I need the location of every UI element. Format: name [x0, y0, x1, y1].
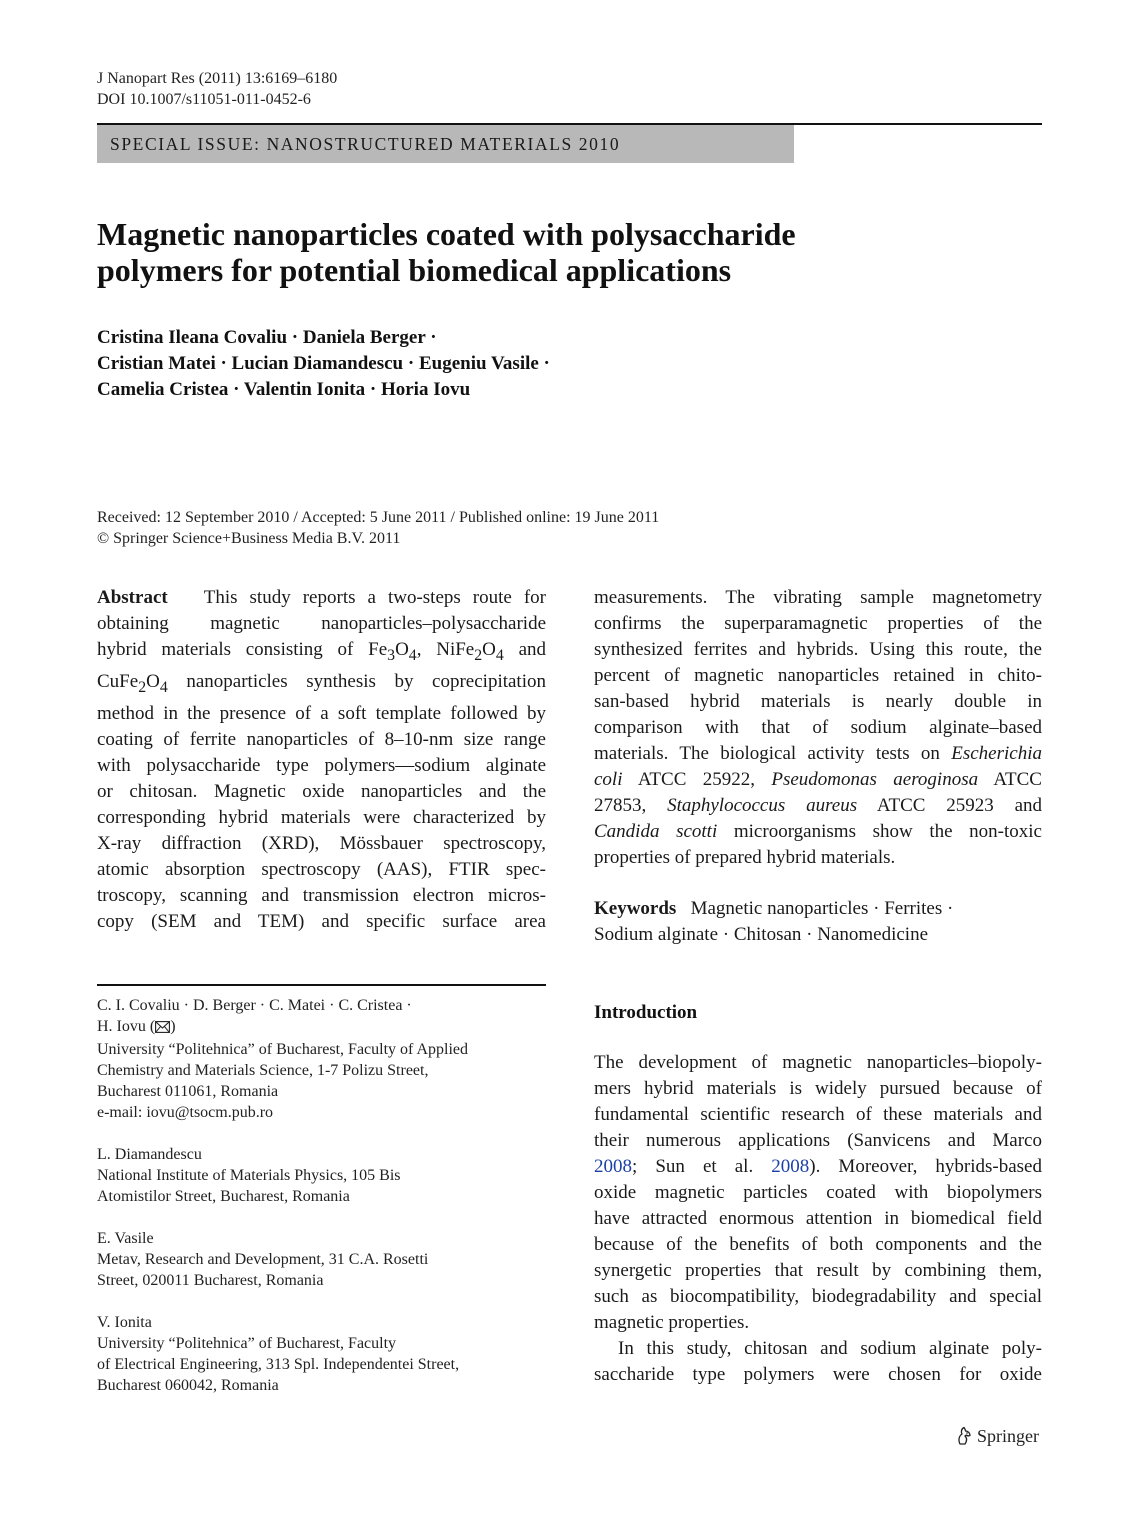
author-list: Cristina Ileana Covaliu · Daniela Berger · Cristian Matei · Lucian Diamandescu · Eugeniu Vasile · Camelia Cristea · Valentin Ionita · Horia Iovu — [97, 327, 550, 400]
affiliation-block: E. Vasile Metav, Research and Development, 31 C.A. Rosetti Street, 020011 Bucharest, Romania — [97, 1230, 429, 1289]
keywords-label: Keywords — [594, 898, 677, 919]
publication-history — [97, 507, 659, 549]
doi-line: DOI 10.1007/s11051-011-0452-6 — [97, 91, 311, 108]
springer-horse-icon — [955, 1426, 977, 1446]
introduction-heading: Introduction — [594, 1002, 698, 1023]
keywords: Keywords Magnetic nanoparticles · Ferrites · Sodium alginate · Chitosan · Nanomedicine — [594, 898, 954, 945]
abstract-label: Abstract — [97, 587, 168, 608]
affiliation-block: C. I. Covaliu · D. Berger · C. Matei · C. Cristea · H. Iovu ( ) University “Politehnica” of Bucharest, Faculty of Applied Chemistry and Materials Science, 1-7 Polizu Street, Bucharest 011061, Romania e-mail: iovu@tsocm.pub.ro — [97, 995, 546, 1123]
affiliations — [97, 995, 546, 1417]
contact-email[interactable]: e-mail: iovu@tsocm.pub.ro — [97, 1104, 274, 1121]
history-line: Received: 12 September 2010 / Accepted: 5 June 2011 / Published online: 19 June 2011 — [97, 509, 660, 526]
publisher-name: Springer — [977, 1426, 1039, 1446]
journal-line: J Nanopart Res (2011) 13:6169–6180 — [97, 70, 338, 87]
copyright-line: © Springer Science+Business Media B.V. 2011 — [97, 530, 401, 547]
abstract-left-column: Abstract This study reports a two-steps route for obtaining magnetic nanoparticles–polysaccharide hybrid materials consisting of $Fe_3O_4$, $NiFe_2O_4$ and $CuFe_2O_4$ nanoparticles synthesis by coprecipitation method in the presence of a soft template followed by coating of ferrite nanoparticles of 8–10-nm size range with polysaccharide type polymers—sodium alginate or chitosan. Magnetic oxide nanoparticles and the corresponding hybrid materials were characterized by X-ray diffraction (XRD), Mössbauer spectroscopy, atomic absorption spectroscopy (AAS), FTIR spec- troscopy, scanning and transmission electron micros- copy (SEM and TEM) and specific surface area — [97, 587, 546, 932]
affiliation-block: V. Ionita University “Politehnica” of Bucharest, Faculty of Electrical Engineering, 313 Spl. Independentei Street, Bucharest 060042, Romania — [97, 1314, 460, 1394]
citation-link[interactable]: 2008 — [771, 1156, 810, 1177]
envelope-icon — [155, 1018, 170, 1039]
affiliation-block: L. Diamandescu National Institute of Materials Physics, 105 Bis Atomistilor Street, Bucharest, Romania — [97, 1146, 401, 1205]
abstract-right-column: measurements. The vibrating sample magnetometry confirms the superparamagnetic properties of the synthesized ferrites and hybrids. Using this route, the percent of magnetic nanoparticles retained in chito- san-based hybrid materials is nearly double in comparison with that of sodium alginate–based materials. The biological activity tests on Escherichia coli ATCC 25922, Pseudomonas aeroginosa ATCC 27853, Staphylococcus aureus ATCC 25923 and Candida scotti microorganisms show the non-toxic properties of prepared hybrid materials. — [594, 587, 1043, 868]
publisher-logo — [955, 1424, 1039, 1448]
journal-citation — [97, 68, 337, 110]
footnote-rule — [97, 984, 546, 986]
citation-link[interactable]: 2008 — [594, 1156, 632, 1177]
introduction-body: The development of magnetic nanoparticles–biopoly- mers hybrid materials is widely pursued because of fundamental scientific research of these materials and their numerous applications (Sanvicens and Marco 2008; Sun et al. 2008). Moreover, hybrids-based oxide magnetic particles coated with biopolymers have attracted enormous attention in biomedical field because of the benefits of both components and the synergetic properties that result by combining them, such as biocompatibility, biodegradability and special magnetic properties. In this study, chitosan and sodium alginate poly- saccharide type polymers were chosen for oxide — [594, 1052, 1042, 1385]
special-issue-banner: SPECIAL ISSUE: NANOSTRUCTURED MATERIALS 2010 — [97, 125, 794, 163]
paper-title: Magnetic nanoparticles coated with polysaccharide polymers for potential biomedical applications — [97, 216, 796, 288]
